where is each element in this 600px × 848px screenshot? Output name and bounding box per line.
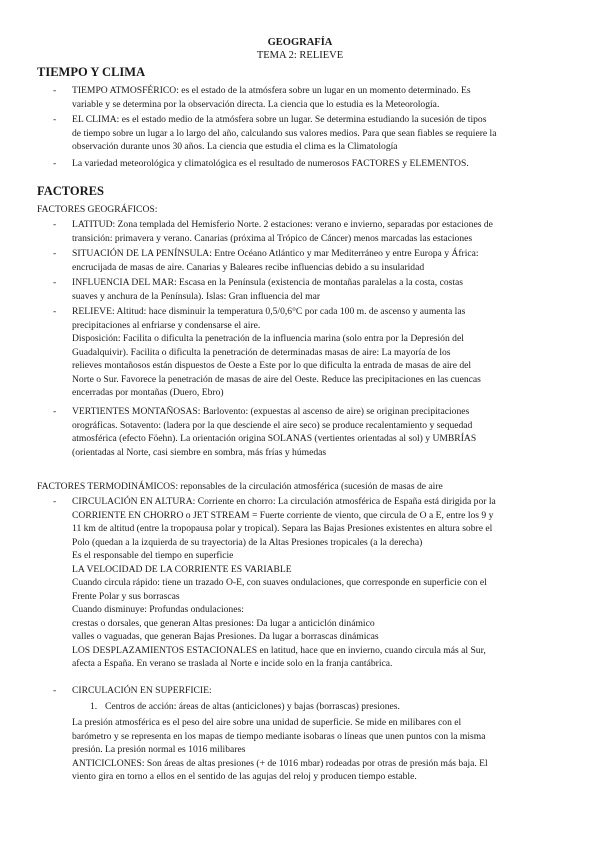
document-title: GEOGRAFÍA (267, 37, 333, 48)
list-item-vertientes: VERTIENTES MONTAÑOSAS: Barlovento: (expuestas al ascenso de aire) se originan precipitaciones orográficas. Sotavento: (ladera por la que desciende el aire seco) se produce recalentamiento y sequedad atmosférica (efecto Föehn). La orientación origina SOLANAS (vertientes orientadas al sol) y UMBRÍAS (orientadas al Norte, casi siembre en sombra, más frías y húmedas (72, 406, 477, 458)
centros-number: 1. (90, 701, 98, 712)
list-item-centros-accion: Centros de acción: áreas de altas (anticiclones) y bajas (borrascas) presiones. (105, 701, 400, 712)
subheading-factores-termodinamicos: FACTORES TERMODINÁMICOS: reponsables de la circulación atmosférica (sucesión de masas de aire (37, 481, 443, 492)
list-item-latitud: LATITUD: Zona templada del Hemisferio Norte. 2 estaciones: verano e invierno, separadas por estaciones de transición: primavera y verano. Canarias (próxima al Trópico de Cáncer) menos marcadas las estaciones (72, 219, 493, 244)
list-item-clima: EL CLIMA: es el estado medio de la atmósfera sobre un lugar. Se determina estudiando la sucesión de tipos de tiempo sobre un lugar a lo largo del año, calculando sus valores medios. Para que sean fiables se requiere la observación durante unos 30 años. La ciencia que estudia el clima es la Climatología (72, 114, 497, 152)
section-heading-factores: FACTORES (37, 184, 104, 198)
bullet-dash: - (53, 158, 57, 169)
bullet-dash: - (53, 406, 57, 417)
bullet-dash: - (53, 277, 57, 288)
bullet-dash: - (53, 496, 57, 507)
bullet-dash: - (53, 248, 57, 259)
subheading-factores-geograficos: FACTORES GEOGRÁFICOS: (37, 204, 158, 215)
bullet-dash: - (53, 85, 57, 96)
list-item-circulacion-superficie: CIRCULACIÓN EN SUPERFICIE: (72, 685, 212, 696)
list-item-relieve: RELIEVE: Altitud: hace disminuir la temperatura 0,5/0,6°C por cada 100 m. de ascenso y aumenta las precipitaciones al enfriarse y condensarse el aire. Disposición: Facilita o dificulta la penetración de la influencia marina (solo entra por la Depresión del Guadalquivir). Facilita o dificulta la penetración de determinadas masas de aire: La mayoría de los relieves montañosos están dispuestos de Oeste a Este por lo que dificulta la entrada de masas de aire del Norte o Sur. Favorece la penetración de masas de aire del Oeste. Reduce las precipitaciones en las cuencas encerradas por montañas (Duero, Ebro) (72, 306, 481, 398)
list-item-variedad: La variedad meteorológica y climatológica es el resultado de numerosos FACTORES y ELEMENTOS. (72, 158, 469, 169)
section-heading-tiempo: TIEMPO Y CLIMA (37, 65, 146, 79)
bullet-dash: - (53, 685, 57, 696)
list-item-tiempo-atmosferico: TIEMPO ATMOSFÉRICO: es el estado de la atmósfera sobre un lugar en un momento determinado. Es variable y se determina por la observación directa. La ciencia que lo estudia es la Meteorología. (72, 85, 471, 110)
bullet-dash: - (53, 114, 57, 125)
bullet-dash: - (53, 219, 57, 230)
bullet-dash: - (53, 306, 57, 317)
list-item-circulacion-altura: CIRCULACIÓN EN ALTURA: Corriente en chorro: La circulación atmosférica de España está dirigida por la CORRIENTE EN CHORRO o JET STREAM = Fuerte corriente de viento, que circula de O a E, entre los 9 y 11 km de altitud (entre la tropopausa polar y tropical). Separa las Bajas Presiones existentes en altura sobre el Polo (quedan a la izquierda de su trayectoria) de la Altas Presiones tropicales (a la derecha) Es el responsable del tiempo en superficie LA VELOCIDAD DE LA CORRIENTE ES VARIABLE Cuando circula rápido: tiene un trazado O-E, con suaves ondulaciones, que corresponde en superficie con el Frente Polar y sus borrascas Cuando disminuye: Profundas ondulaciones: crestas o dorsales, que generan Altas presiones: Da lugar a anticiclón dinámico valles o vaguadas, que generan Bajas Presiones. Da lugar a borrascas dinámicas LOS DESPLAZAMIENTOS ESTACIONALES en latitud, hace que en invierno, cuando circula más al Sur, afecta a España. En verano se traslada al Norte e incide solo en la franja cantábrica. (72, 496, 496, 669)
list-item-situacion: SITUACIÓN DE LA PENÍNSULA: Entre Océano Atlántico y mar Mediterráneo y entre Europa y África: encrucijada de masas de aire. Canarias y Baleares recibe influencias debido a su insularidad (72, 248, 479, 273)
list-item-influencia-mar: INFLUENCIA DEL MAR: Escasa en la Península (existencia de montañas paralelas a la costa, costas suaves y anchura de la Península). Islas: Gran influencia del mar (72, 277, 464, 302)
paragraph-presion: La presión atmosférica es el peso del aire sobre una unidad de superficie. Se mide en milibares con el barómetro y se representa en los mapas de tiempo mediante isobaras o líneas que unen puntos con la misma presión. La presión normal es 1016 milibares ANTICICLONES: Son áreas de altas presiones (+ de 1016 mbar) rodeadas por otras de presión más baja. El viento gira en torno a ellos en el sentido de las agujas del reloj y producen tiempo estable. (72, 717, 488, 782)
document-subtitle: TEMA 2: RELIEVE (256, 50, 344, 61)
